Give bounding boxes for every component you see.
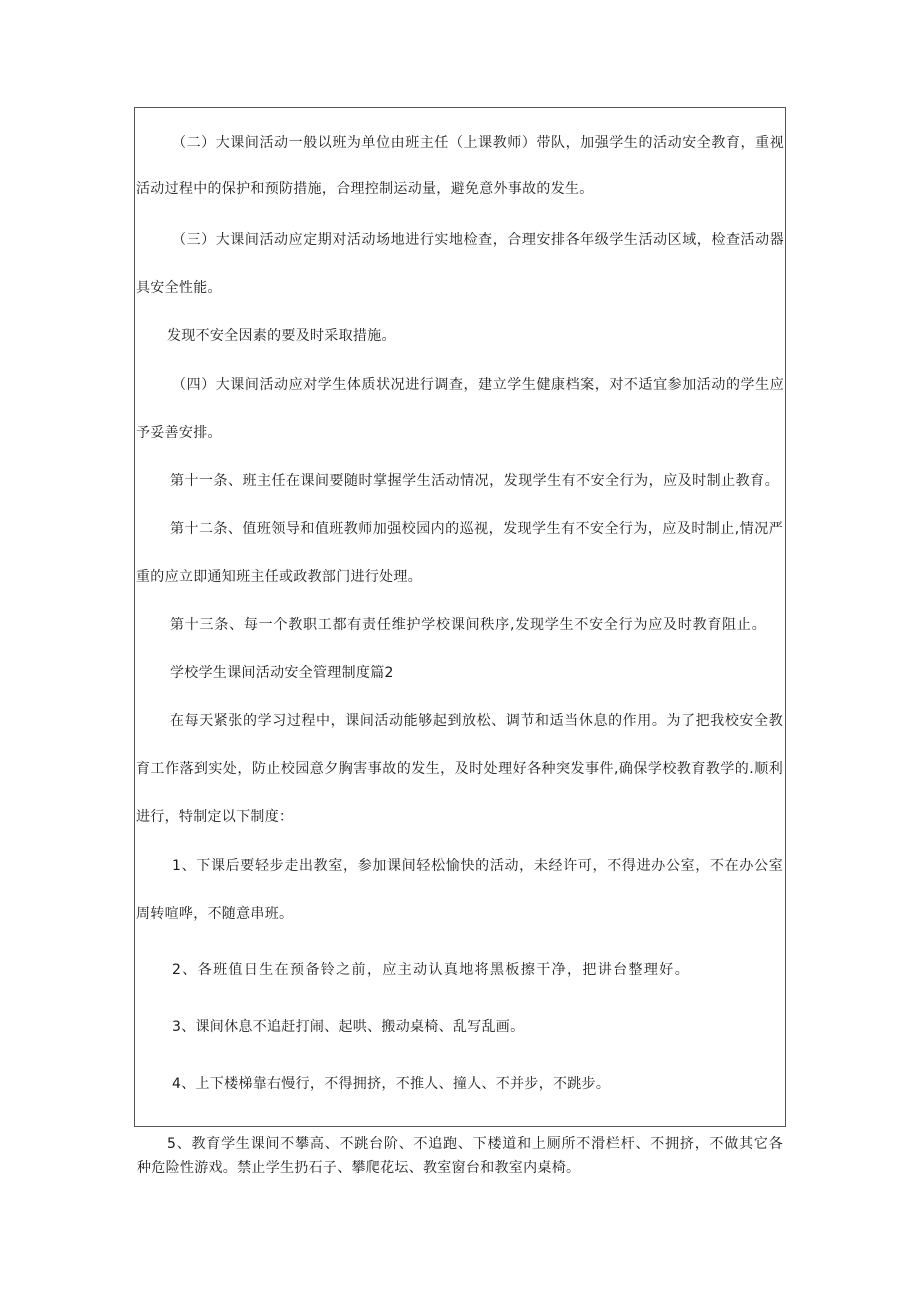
paragraph-line: （三）大课间活动应定期对活动场地进行实地检查，合理安排各年级学生活动区域，检查活动器 bbox=[172, 232, 784, 248]
paragraph-line: 5、教育学生课间不攀高、不跳台阶、不追跑、下楼道和上厕所不滑栏杆、不拥挤，不做其它各 bbox=[167, 1136, 783, 1152]
paragraph-line: 2、各班值日生在预备铃之前，应主动认真地将黑板擦干净，把讲台整理好。 bbox=[172, 962, 689, 978]
paragraph-line: 第十三条、每一个教职工都有责任维护学校课间秩序,发现学生不安全行为应及时教育阻止。 bbox=[170, 617, 766, 633]
paragraph-line: 育工作落到实处，防止校园意夕胸害事故的发生，及时处理好各种突发事件,确保学校教育教学的.顺利 bbox=[136, 761, 783, 777]
paragraph-line: 第十一条、班主任在课间要随时掌握学生活动情况，发现学生有不安全行为，应及时制止教育。 bbox=[170, 473, 779, 489]
section-heading: 学校学生课间活动安全管理制度篇2 bbox=[170, 665, 394, 681]
paragraph-line: 周转喧哗，不随意串班。 bbox=[136, 906, 294, 922]
paragraph-line: 第十二条、值班领导和值班教师加强校园内的巡视，发现学生有不安全行为，应及时制止,情况严 bbox=[170, 521, 783, 537]
paragraph-line: 3、课间休息不追赶打闹、起哄、搬动桌椅、乱写乱画。 bbox=[172, 1019, 525, 1035]
paragraph-line: 活动过程中的保护和预防措施，合理控制运动量，避免意外事故的发生。 bbox=[136, 181, 594, 197]
paragraph-line: 予妥善安排。 bbox=[136, 425, 222, 441]
paragraph-line: （二）大课间活动一般以班为单位由班主任（上课教师）带队，加强学生的活动安全教育，重视 bbox=[172, 135, 784, 151]
paragraph-line: 1、下课后要轻步走出教室，参加课间轻松愉快的活动，未经许可，不得进办公室，不在办公室 bbox=[172, 858, 783, 874]
paragraph-line: （四）大课间活动应对学生体质状况进行调查，建立学生健康档案，对不适宜参加活动的学生应 bbox=[172, 377, 784, 393]
paragraph-line: 具安全性能。 bbox=[136, 280, 222, 296]
paragraph-line: 种危险性游戏。禁止学生扔石子、攀爬花坛、教室窗台和教室内桌椅。 bbox=[137, 1160, 581, 1176]
paragraph-line: 在每天紧张的学习过程中，课间活动能够起到放松、调节和适当休息的作用。为了把我校安全教 bbox=[170, 713, 783, 729]
paragraph-line: 进行，特制定以下制度： bbox=[136, 809, 294, 825]
paragraph-line: 发现不安全因素的要及时采取措施。 bbox=[167, 328, 396, 344]
paragraph-line: 4、上下楼梯靠右慢行，不得拥挤，不推人、撞人、不并步，不跳步。 bbox=[172, 1076, 611, 1092]
paragraph-line: 重的应立即通知班主任或政教部门进行处理。 bbox=[136, 569, 422, 585]
